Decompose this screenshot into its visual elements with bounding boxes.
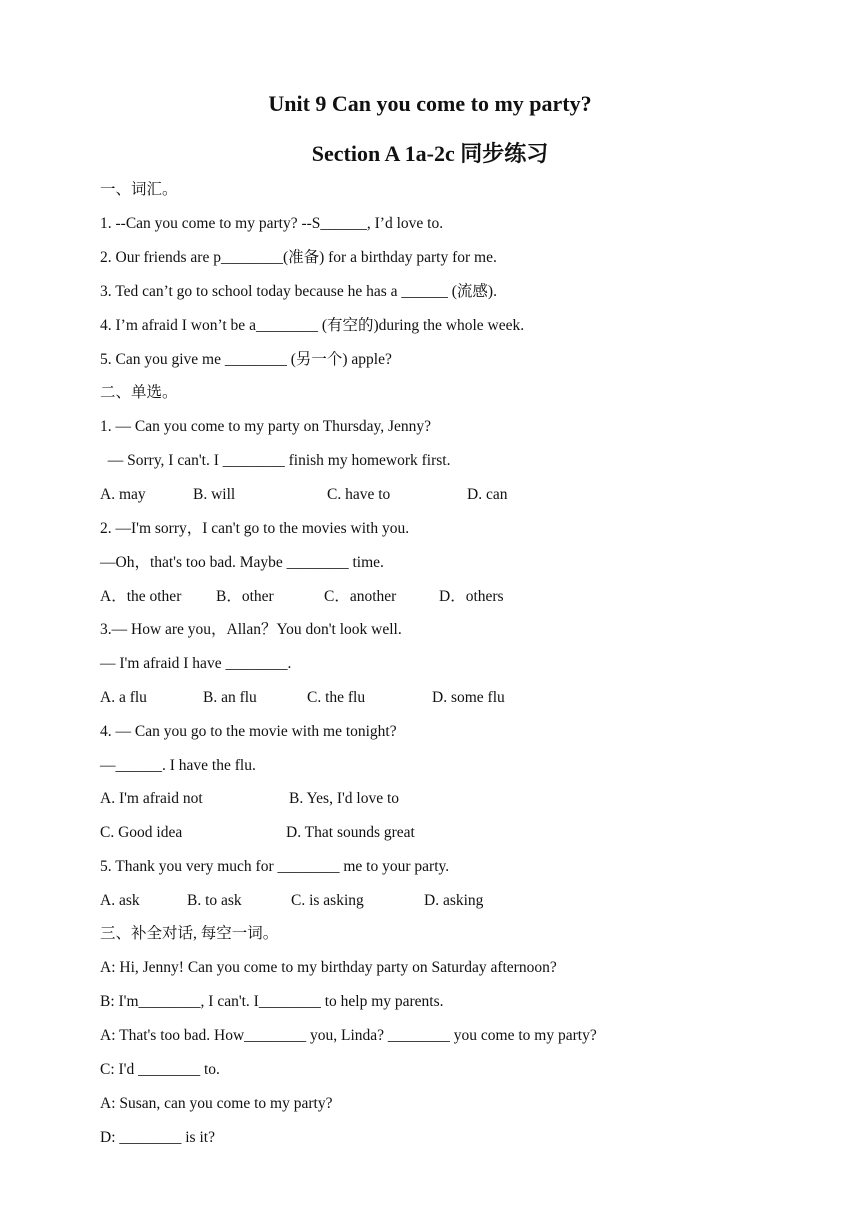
dialogue-line-1: A: Hi, Jenny! Can you come to my birthday party on Saturday afternoon? bbox=[100, 959, 557, 976]
mc-question-3-option-a: A. a flu bbox=[100, 689, 147, 706]
vocab-item-3: 3. Ted can’t go to school today because he has a ______ (流感). bbox=[100, 283, 497, 300]
mc-question-4-line-1: 4. — Can you go to the movie with me tonight? bbox=[100, 723, 397, 740]
section-heading-vocabulary: 一、词汇。 bbox=[100, 181, 178, 198]
mc-question-5-option-c: C. is asking bbox=[291, 892, 364, 909]
mc-question-3-line-2: — I'm afraid I have ________. bbox=[100, 655, 292, 672]
section-heading-dialogue: 三、补全对话, 每空一词。 bbox=[100, 925, 279, 942]
mc-question-4-option-d: D. That sounds great bbox=[286, 824, 415, 841]
mc-question-5-option-b: B. to ask bbox=[187, 892, 242, 909]
dialogue-line-2: B: I'm________, I can't. I________ to help my parents. bbox=[100, 993, 444, 1010]
mc-question-2-line-1: 2. —I'm sorry，I can't go to the movies with you. bbox=[100, 520, 410, 537]
mc-question-1-option-a: A. may bbox=[100, 486, 146, 503]
mc-question-1-option-c: C. have to bbox=[327, 486, 391, 503]
mc-question-3-option-d: D. some flu bbox=[432, 689, 505, 706]
mc-question-4-option-b: B. Yes, I'd love to bbox=[289, 790, 400, 807]
mc-question-5-line-1: 5. Thank you very much for ________ me to your party. bbox=[100, 858, 450, 875]
dialogue-line-6: D: ________ is it? bbox=[100, 1129, 215, 1146]
mc-question-2-option-d: D．others bbox=[439, 588, 504, 605]
dialogue-line-3: A: That's too bad. How________ you, Linda? ________ you come to my party? bbox=[100, 1027, 597, 1044]
dialogue-line-5: A: Susan, can you come to my party? bbox=[100, 1095, 333, 1112]
mc-question-2-option-b: B．other bbox=[216, 588, 274, 605]
mc-question-1-option-d: D. can bbox=[467, 486, 508, 503]
dialogue-line-4: C: I'd ________ to. bbox=[100, 1061, 220, 1078]
mc-question-4-option-a: A. I'm afraid not bbox=[100, 790, 203, 807]
mc-question-1-line-2: — Sorry, I can't. I ________ finish my homework first. bbox=[100, 452, 451, 469]
mc-question-2-option-c: C．another bbox=[324, 588, 397, 605]
mc-question-4-line-2: —______. I have the flu. bbox=[100, 757, 256, 774]
mc-question-3-option-c: C. the flu bbox=[307, 689, 366, 706]
vocab-item-5: 5. Can you give me ________ (另一个) apple? bbox=[100, 351, 392, 368]
mc-question-1-option-b: B. will bbox=[193, 486, 236, 503]
mc-question-1-line-1: 1. — Can you come to my party on Thursday, Jenny? bbox=[100, 418, 432, 435]
vocab-item-2: 2. Our friends are p________(准备) for a birthday party for me. bbox=[100, 249, 497, 266]
section-heading-multiple-choice: 二、单选。 bbox=[100, 384, 178, 401]
mc-question-5-option-a: A. ask bbox=[100, 892, 140, 909]
mc-question-2-line-2: —Oh，that's too bad. Maybe ________ time. bbox=[100, 554, 384, 571]
mc-question-3-line-1: 3.— How are you，Allan？You don't look well. bbox=[100, 621, 402, 638]
page-subtitle: Section A 1a-2c 同步练习 bbox=[311, 141, 549, 166]
mc-question-4-option-c: C. Good idea bbox=[100, 824, 183, 841]
page-title: Unit 9 Can you come to my party? bbox=[268, 91, 592, 116]
mc-question-3-option-b: B. an flu bbox=[203, 689, 257, 706]
mc-question-5-option-d: D. asking bbox=[424, 892, 484, 909]
vocab-item-1: 1. --Can you come to my party? --S______, I’d love to. bbox=[100, 215, 444, 232]
vocab-item-4: 4. I’m afraid I won’t be a________ (有空的)during the whole week. bbox=[100, 317, 525, 334]
mc-question-2-option-a: A．the other bbox=[100, 588, 182, 605]
